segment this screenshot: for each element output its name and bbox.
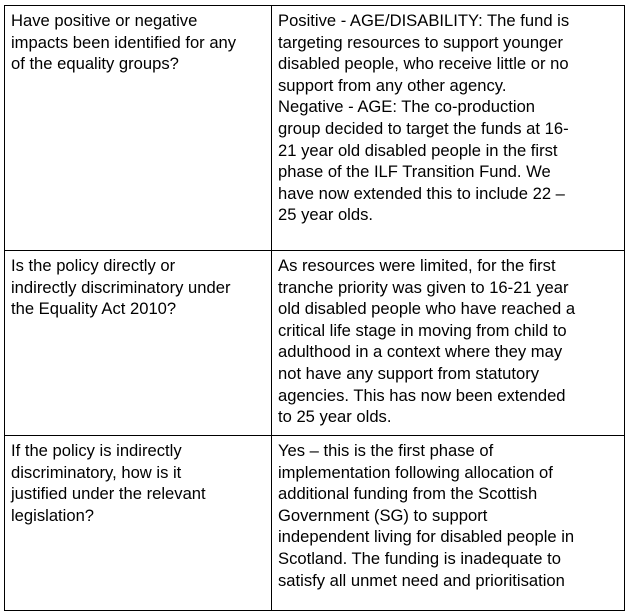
answer-line: critical life stage in moving from child to (278, 320, 567, 340)
answer-line: implementation following allocation of (278, 462, 553, 482)
equality-impact-table (4, 5, 625, 611)
answer-line: old disabled people who have reached a (278, 299, 576, 319)
answer-line: support from any other agency. (278, 75, 507, 95)
answer-line: Yes – this is the first phase of (278, 441, 494, 460)
answer-line: 21 year old disabled people in the first (278, 140, 558, 160)
answer-line: targeting resources to support younger (278, 32, 564, 52)
answer-cell (272, 6, 625, 251)
answer-line: additional funding from the Scottish (278, 484, 538, 504)
table-row (5, 251, 625, 436)
question-line: impacts been identified for any (11, 32, 237, 52)
question-cell (5, 251, 272, 436)
question-line: justified under the relevant (11, 484, 206, 504)
answer-line: agencies. This has now been extended (278, 385, 566, 405)
answer-line: 25 year olds. (278, 205, 374, 225)
question-line: Have positive or negative (11, 11, 198, 30)
answer-line: Government (SG) to support (278, 505, 488, 525)
answer-line: Positive - AGE/DISABILITY: The fund is (278, 11, 570, 30)
answer-line: to 25 year olds. (278, 407, 392, 427)
answer-cell (272, 436, 625, 611)
answer-line: Negative - AGE: The co-production (278, 97, 536, 117)
answer-line: satisfy all unmet need and prioritisation (278, 570, 565, 590)
answer-cell (272, 251, 625, 436)
question-cell (5, 436, 272, 611)
question-line: indirectly discriminatory under (11, 277, 231, 297)
question-line: Is the policy directly or (11, 256, 176, 275)
answer-line: adulthood in a context where they may (278, 342, 563, 362)
table-row (5, 436, 625, 611)
answer-line: As resources were limited, for the first (278, 256, 556, 275)
answer-line: phase of the ILF Transition Fund. We (278, 162, 551, 182)
question-line: of the equality groups? (11, 54, 179, 74)
question-cell (5, 6, 272, 251)
answer-line: independent living for disabled people in (278, 527, 575, 547)
table-row (5, 6, 625, 251)
answer-line: disabled people, who receive little or no (278, 54, 569, 74)
question-line: If the policy is indirectly (11, 441, 182, 460)
answer-line: not have any support from statutory (278, 363, 540, 383)
question-line: discriminatory, how is it (11, 462, 182, 482)
question-line: legislation? (11, 505, 95, 525)
answer-line: tranche priority was given to 16-21 year (278, 277, 569, 297)
answer-line: have now extended this to include 22 – (278, 183, 565, 203)
answer-line: Scotland. The funding is inadequate to (278, 548, 561, 568)
question-line: the Equality Act 2010? (11, 299, 177, 319)
answer-line: group decided to target the funds at 16- (278, 118, 569, 138)
